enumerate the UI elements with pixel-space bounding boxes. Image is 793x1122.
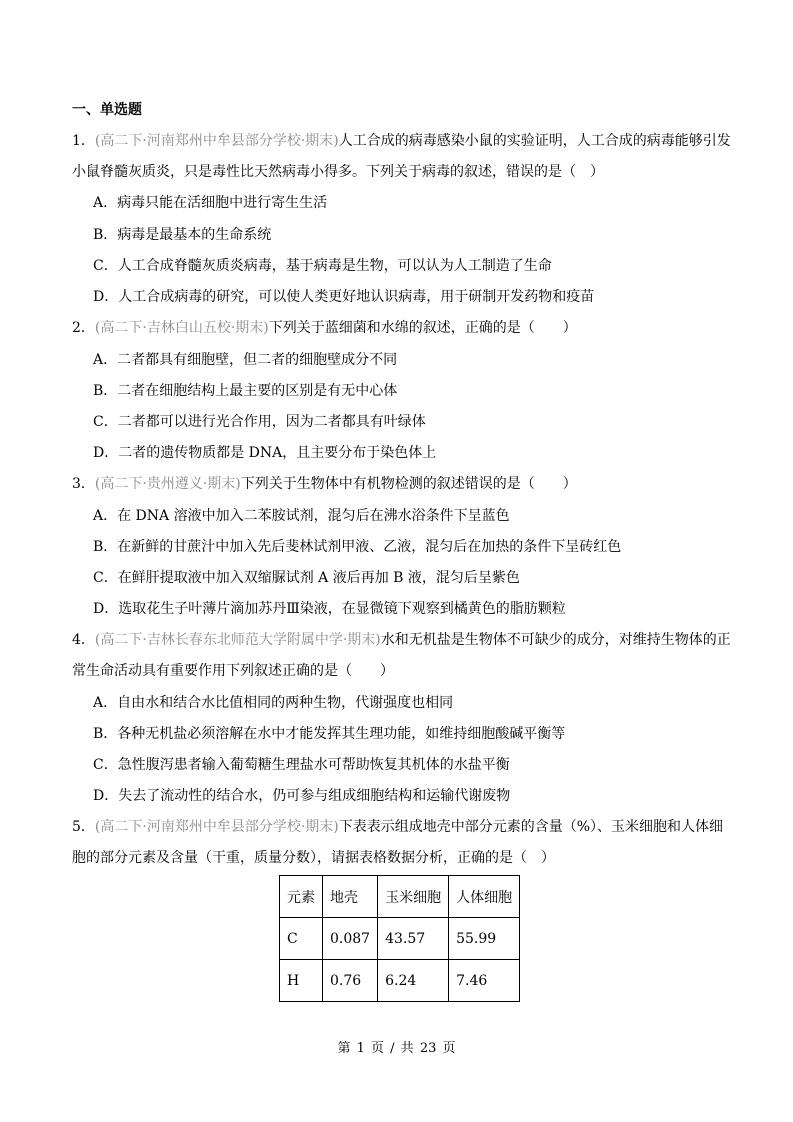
question-stem: 人工合成的病毒感染小鼠的实验证明，人工合成的病毒能够引发 <box>338 133 731 149</box>
question-4-option-b: B．各种无机盐必须溶解在水中才能发挥其生理功能，如维持细胞酸碱平衡等 <box>93 726 566 742</box>
question-3-option-a: A．在 DNA 溶液中加入二苯胺试剂，混匀后在沸水浴条件下呈蓝色 <box>93 508 510 524</box>
table-header-cell: 元素 <box>280 876 323 918</box>
question-source: (高二下·河南郑州中牟县部分学校·期末) <box>94 819 339 835</box>
question-5-stem-line-2: 胞的部分元素及含量（干重，质量分数），请据表格数据分析，正确的是（ ） <box>72 850 555 866</box>
question-2-stem-line-1 <box>72 318 732 338</box>
table-header-cell: 人体细胞 <box>449 876 520 918</box>
table-row <box>280 918 520 960</box>
section-title: 一、单选题 <box>72 102 142 118</box>
table-header-cell: 地壳 <box>323 876 378 918</box>
question-source: (高二下·吉林白山五校·期末) <box>94 320 269 336</box>
question-1-stem-line-2: 小鼠脊髓灰质炎，只是毒性比天然病毒小得多。下列关于病毒的叙述，错误的是（ ） <box>72 164 604 180</box>
question-3-option-d: D．选取花生子叶薄片滴加苏丹Ⅲ染液，在显微镜下观察到橘黄色的脂肪颗粒 <box>93 601 566 617</box>
element-content-table <box>279 875 520 1002</box>
question-1-stem-line-1 <box>72 131 732 151</box>
table-row <box>280 960 520 1002</box>
question-2-option-b: B．二者在细胞结构上最主要的区别是有无中心体 <box>93 383 398 399</box>
question-stem: 水和无机盐是生物体不可缺少的成分，对维持生物体的正 <box>380 632 731 648</box>
question-4-stem-line-2: 常生命活动具有重要作用下列叙述正确的是（ ） <box>72 663 394 679</box>
table-cell: 0.087 <box>323 918 378 960</box>
question-3-stem-line-1 <box>72 474 732 494</box>
table-cell: 0.76 <box>323 960 378 1002</box>
table-cell: H <box>280 960 323 1002</box>
question-source: (高二下·吉林长春东北师范大学附属中学·期末) <box>94 632 381 648</box>
question-2-option-c: C．二者都可以进行光合作用，因为二者都具有叶绿体 <box>93 414 426 430</box>
question-2-option-a: A．二者都具有细胞壁，但二者的细胞壁成分不同 <box>93 352 398 368</box>
question-number: 3． <box>72 476 95 492</box>
table-cell: 6.24 <box>378 960 449 1002</box>
question-4-stem-line-1 <box>72 630 732 650</box>
question-3-option-c: C．在鲜肝提取液中加入双缩脲试剂 A 液后再加 B 液，混匀后呈紫色 <box>93 570 520 586</box>
table-header-row <box>280 876 520 918</box>
page-footer: 第 1 页 / 共 23 页 <box>337 1041 456 1056</box>
table-cell: 7.46 <box>449 960 520 1002</box>
question-1-option-d: D．人工合成病毒的研究，可以使人类更好地认识病毒，用于研制开发药物和疫苗 <box>93 289 595 305</box>
question-3-option-b: B．在新鲜的甘蔗汁中加入先后斐林试剂甲液、乙液，混匀后在加热的条件下呈砖红色 <box>93 539 622 555</box>
question-2-option-d: D．二者的遗传物质都是 DNA，且主要分布于染色体上 <box>93 445 437 461</box>
question-stem: 下列关于蓝细菌和水绵的叙述，正确的是（ ） <box>268 320 577 336</box>
question-number: 4． <box>72 632 95 648</box>
question-number: 1． <box>72 133 95 149</box>
question-number: 2． <box>72 320 95 336</box>
question-1-option-a: A．病毒只能在活细胞中进行寄生生活 <box>93 195 328 211</box>
question-stem: 下表表示组成地壳中部分元素的含量（%）、玉米细胞和人体细 <box>338 819 724 835</box>
question-5-stem-line-1 <box>72 817 732 837</box>
question-1-option-c: C．人工合成脊髓灰质炎病毒，基于病毒是生物，可以认为人工制造了生命 <box>93 258 552 274</box>
question-4-option-a: A．自由水和结合水比值相同的两种生物，代谢强度也相同 <box>93 695 454 711</box>
question-4-option-c: C．急性腹泻患者输入葡萄糖生理盐水可帮助恢复其机体的水盐平衡 <box>93 757 510 773</box>
table-cell: C <box>280 918 323 960</box>
question-source: (高二下·贵州遵义·期末) <box>94 476 241 492</box>
table-header-cell: 玉米细胞 <box>378 876 449 918</box>
question-number: 5． <box>72 819 95 835</box>
question-stem: 下列关于生物体中有机物检测的叙述错误的是（ ） <box>240 476 577 492</box>
question-4-option-d: D．失去了流动性的结合水，仍可参与组成细胞结构和运输代谢废物 <box>93 788 511 804</box>
question-1-option-b: B．病毒是最基本的生命系统 <box>93 227 272 243</box>
table-cell: 55.99 <box>449 918 520 960</box>
table-cell: 43.57 <box>378 918 449 960</box>
question-source: (高二下·河南郑州中牟县部分学校·期末) <box>94 133 339 149</box>
